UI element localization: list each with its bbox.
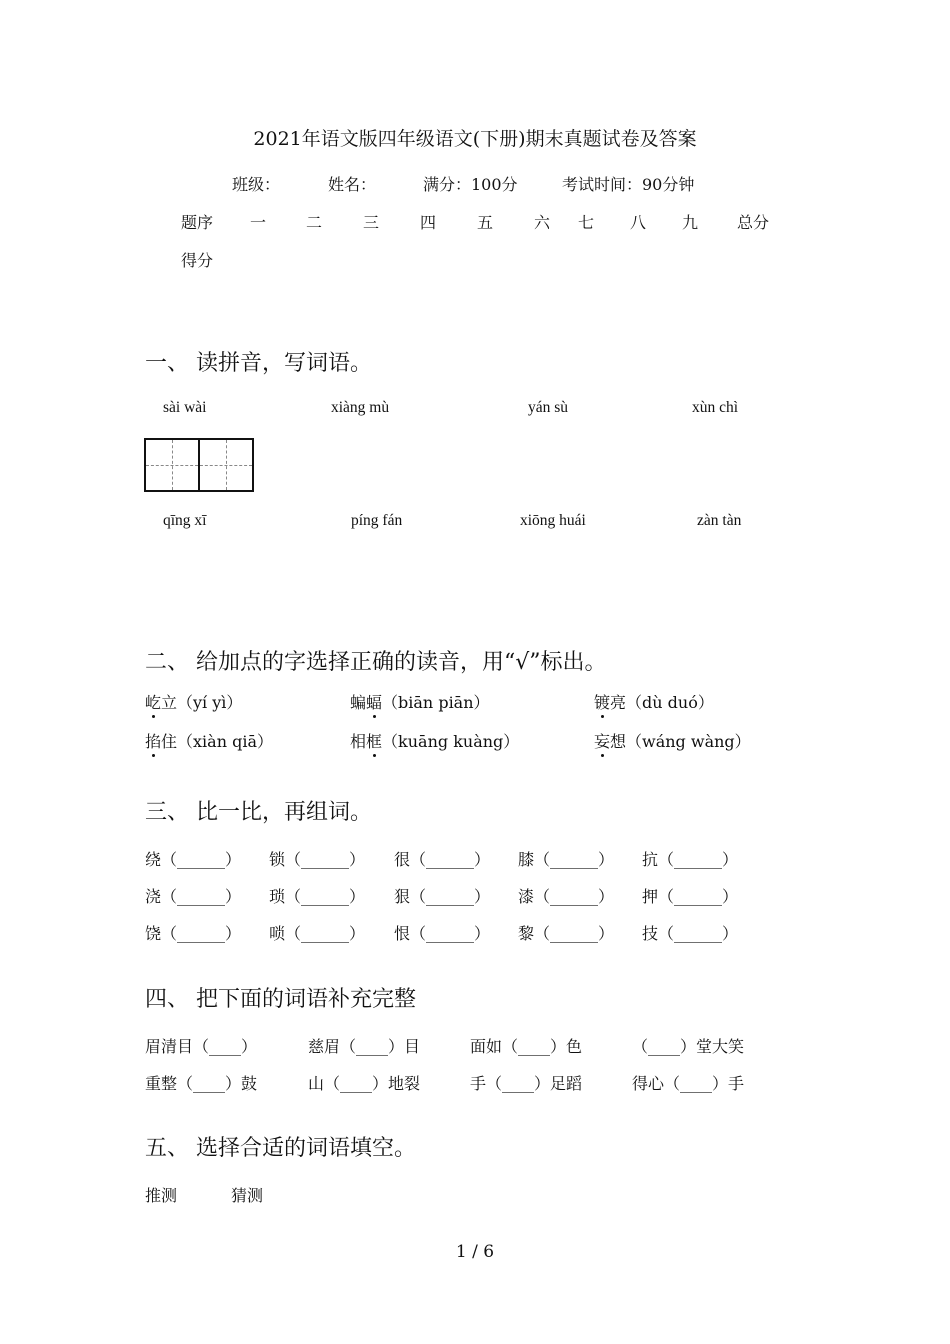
idiom-item: 面如（____）色 xyxy=(470,1037,583,1056)
compare-item: 很（______） xyxy=(394,850,491,869)
compare-item: 恨（______） xyxy=(394,924,491,943)
idiom-item: 山（____）地裂 xyxy=(308,1074,421,1093)
pinyin-2: xiàng mù xyxy=(331,399,390,416)
word-choice: 推测 xyxy=(145,1186,178,1205)
compare-item: 押（______） xyxy=(642,887,739,906)
item-prefix: 相 xyxy=(350,732,367,751)
dotted-char: 蝠 xyxy=(366,690,382,713)
name-label: 姓名： xyxy=(328,175,377,194)
page-title: 2021年语文版四年级语文(下册)期末真题试卷及答案 xyxy=(253,128,697,150)
reading-item xyxy=(145,729,273,752)
score-header-3: 三 xyxy=(363,213,380,232)
item-rest: 住（xiàn qiā） xyxy=(161,732,273,751)
score-header-0: 题序 xyxy=(181,213,214,232)
full-score: 满分：100分 xyxy=(423,175,518,194)
reading-item xyxy=(594,690,714,713)
grid-divider xyxy=(198,440,200,490)
score-header-1: 一 xyxy=(250,213,267,232)
idiom-item: 眉清目（____） xyxy=(145,1037,258,1056)
reading-item xyxy=(350,729,519,752)
item-rest: 亮（dù duó） xyxy=(610,693,714,712)
compare-item: 漆（______） xyxy=(518,887,615,906)
section-4-heading: 四、 把下面的词语补充完整 xyxy=(145,987,416,1012)
item-rest: 想（wáng wàng） xyxy=(610,732,751,751)
compare-item: 绕（______） xyxy=(145,850,242,869)
pinyin-1: sài wài xyxy=(163,399,207,416)
pinyin-3: yán sù xyxy=(528,399,569,416)
idiom-item: （____）堂大笑 xyxy=(632,1037,745,1056)
score-header-5: 五 xyxy=(477,213,494,232)
item-rest: 立（yí yì） xyxy=(161,693,243,712)
compare-item: 膝（______） xyxy=(518,850,615,869)
score-header-9: 九 xyxy=(682,213,699,232)
writing-grid[interactable] xyxy=(144,438,254,492)
pinyin-5: qīng xī xyxy=(163,512,207,529)
page-number: 1 / 6 xyxy=(455,1242,495,1262)
compare-item: 狠（______） xyxy=(394,887,491,906)
grid-guide-v1 xyxy=(172,440,173,490)
idiom-item: 慈眉（____）目 xyxy=(308,1037,421,1056)
compare-item: 浇（______） xyxy=(145,887,242,906)
item-prefix: 蝙 xyxy=(350,693,367,712)
word-choice: 猜测 xyxy=(231,1186,264,1205)
pinyin-4: xùn chì xyxy=(692,399,739,416)
pinyin-8: zàn tàn xyxy=(697,512,742,529)
score-header-6: 六 xyxy=(534,213,551,232)
reading-item xyxy=(145,690,242,713)
exam-time: 考试时间：90分钟 xyxy=(562,175,695,194)
pinyin-6: píng fán xyxy=(351,512,403,529)
section-5-heading: 五、 选择合适的词语填空。 xyxy=(145,1136,416,1161)
dotted-char: 镀 xyxy=(594,690,610,713)
compare-item: 锁（______） xyxy=(269,850,366,869)
pinyin-7: xiōng huái xyxy=(520,512,586,529)
score-header-4: 四 xyxy=(420,213,437,232)
class-label: 班级： xyxy=(232,175,281,194)
compare-item: 饶（______） xyxy=(145,924,242,943)
item-rest: （biān piān） xyxy=(382,693,490,712)
score-header-total: 总分 xyxy=(737,213,770,232)
score-header-2: 二 xyxy=(306,213,323,232)
dotted-char: 屹 xyxy=(145,690,161,713)
idiom-item: 重整（____）鼓 xyxy=(145,1074,258,1093)
idiom-item: 手（____）足蹈 xyxy=(470,1074,583,1093)
item-rest: （kuāng kuàng） xyxy=(382,732,520,751)
compare-item: 琐（______） xyxy=(269,887,366,906)
score-header-7: 七 xyxy=(578,213,595,232)
grid-guide-v2 xyxy=(226,440,227,490)
dotted-char: 掐 xyxy=(145,729,161,752)
score-row-label: 得分 xyxy=(181,251,214,270)
reading-item xyxy=(350,690,490,713)
score-header-8: 八 xyxy=(630,213,647,232)
section-3-heading: 三、 比一比，再组词。 xyxy=(145,800,372,825)
compare-item: 抗（______） xyxy=(642,850,739,869)
section-1-heading: 一、 读拼音，写词语。 xyxy=(145,351,372,376)
dotted-char: 妄 xyxy=(594,729,610,752)
section-2-heading: 二、 给加点的字选择正确的读音，用“√”标出。 xyxy=(145,650,607,675)
reading-item xyxy=(594,729,751,752)
compare-item: 唢（______） xyxy=(269,924,366,943)
idiom-item: 得心（____）手 xyxy=(632,1074,745,1093)
compare-item: 技（______） xyxy=(642,924,739,943)
compare-item: 黎（______） xyxy=(518,924,615,943)
dotted-char: 框 xyxy=(366,729,382,752)
